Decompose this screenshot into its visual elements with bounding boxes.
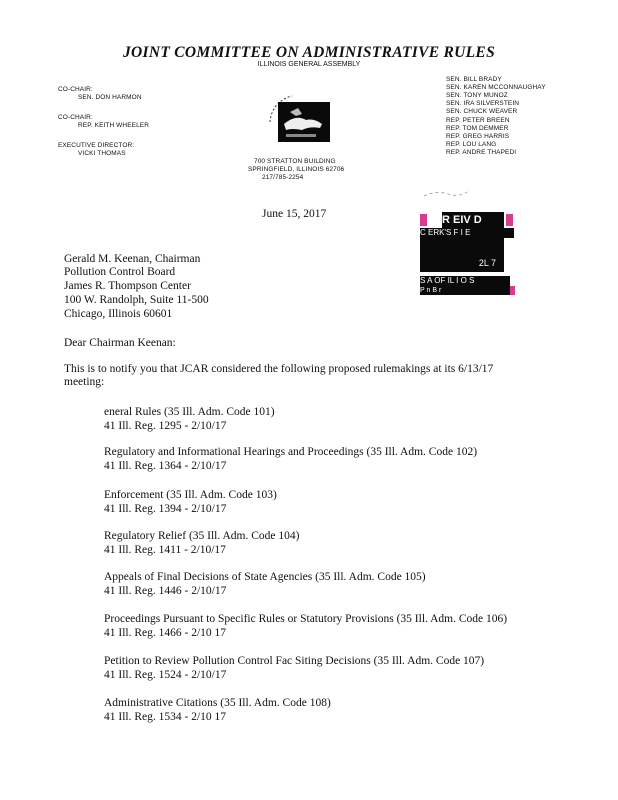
stamp-mark: [510, 286, 515, 295]
rulemaking-title: Administrative Citations (35 Ill. Adm. Code 108): [104, 697, 331, 709]
officer-name: REP. KEITH WHEELER: [78, 122, 150, 129]
stamp-line: C ERK'S F I E: [420, 228, 514, 238]
rulemaking-register: 41 Ill. Reg. 1466 - 2/10 17: [104, 627, 227, 639]
member-name: SEN. KAREN MCCONNAUGHAY: [446, 84, 546, 91]
officer-name: VICKI THOMAS: [78, 150, 126, 157]
scan-mark: [422, 186, 472, 205]
address-line: 700 STRATTON BUILDING: [254, 158, 336, 165]
stamp-line: 2L 7: [420, 238, 504, 272]
letter-date: June 15, 2017: [262, 208, 327, 220]
rulemaking-register: 41 Ill. Reg. 1295 - 2/10/17: [104, 420, 227, 432]
stamp-mark: [506, 214, 513, 226]
committee-subtitle: ILLINOIS GENERAL ASSEMBLY: [257, 61, 361, 68]
member-name: REP. ANDRE THAPEDI: [446, 149, 517, 156]
officer-role: CO-CHAIR:: [58, 114, 93, 121]
stamp-mark: [420, 214, 427, 226]
member-name: REP. TOM DEMMER: [446, 125, 509, 132]
rulemaking-title: Regulatory Relief (35 Ill. Adm. Code 104): [104, 530, 300, 542]
state-seal-image: [262, 92, 334, 152]
rulemaking-register: 41 Ill. Reg. 1534 - 2/10 17: [104, 711, 227, 723]
member-name: SEN. IRA SILVERSTEIN: [446, 100, 520, 107]
recipient-line: Pollution Control Board: [64, 266, 176, 278]
rulemaking-register: 41 Ill. Reg. 1411 - 2/10/17: [104, 544, 226, 556]
officer-name: SEN. DON HARMON: [78, 94, 142, 101]
member-name: REP. LOU LANG: [446, 141, 497, 148]
recipient-line: Chicago, Illinois 60601: [64, 308, 173, 320]
rulemaking-title: Enforcement (35 Ill. Adm. Code 103): [104, 489, 277, 501]
committee-title: JOINT COMMITTEE ON ADMINISTRATIVE RULES: [122, 44, 495, 61]
rulemaking-register: 41 Ill. Reg. 1394 - 2/10/17: [104, 503, 227, 515]
stamp-line: R EIV D: [442, 212, 504, 228]
recipient-line: James R. Thompson Center: [64, 280, 191, 292]
member-name: REP. GREG HARRIS: [446, 133, 510, 140]
officer-role: CO-CHAIR:: [58, 86, 93, 93]
received-stamp: [420, 212, 518, 298]
salutation: Dear Chairman Keenan:: [64, 337, 176, 349]
officer-role: EXECUTIVE DIRECTOR:: [58, 142, 135, 149]
phone-number: 217/785-2254: [262, 174, 304, 181]
intro-paragraph-line: This is to notify you that JCAR considered the following proposed rulemakings at its 6/13/17: [64, 363, 494, 375]
intro-paragraph-line: meeting:: [64, 376, 105, 388]
stamp-line: P n B r: [420, 286, 510, 295]
member-name: SEN. CHUCK WEAVER: [446, 108, 518, 115]
rulemaking-register: 41 Ill. Reg. 1524 - 2/10/17: [104, 669, 227, 681]
rulemaking-title: Petition to Review Pollution Control Fac Siting Decisions (35 Ill. Adm. Code 107): [104, 655, 485, 667]
member-name: REP. PETER BREEN: [446, 117, 510, 124]
rulemaking-title: Appeals of Final Decisions of State Agencies (35 Ill. Adm. Code 105): [104, 571, 426, 583]
rulemaking-register: 41 Ill. Reg. 1446 - 2/10/17: [104, 585, 227, 597]
member-name: SEN. TONY MUNOZ: [446, 92, 508, 99]
recipient-line: 100 W. Randolph, Suite 11-500: [64, 294, 209, 306]
address-line: SPRINGFIELD, ILLINOIS 62706: [248, 166, 345, 173]
recipient-line: Gerald M. Keenan, Chairman: [64, 253, 201, 265]
rulemaking-title: Proceedings Pursuant to Specific Rules or Statutory Provisions (35 Ill. Adm. Code 106): [104, 613, 508, 625]
rulemaking-register: 41 Ill. Reg. 1364 - 2/10/17: [104, 460, 227, 472]
member-name: SEN. BILL BRADY: [446, 76, 502, 83]
stamp-line: S A OF IL I O S: [420, 276, 510, 286]
rulemaking-title: eneral Rules (35 Ill. Adm. Code 101): [104, 406, 275, 418]
rulemaking-title: Regulatory and Informational Hearings and Proceedings (35 Ill. Adm. Code 102): [104, 446, 478, 458]
